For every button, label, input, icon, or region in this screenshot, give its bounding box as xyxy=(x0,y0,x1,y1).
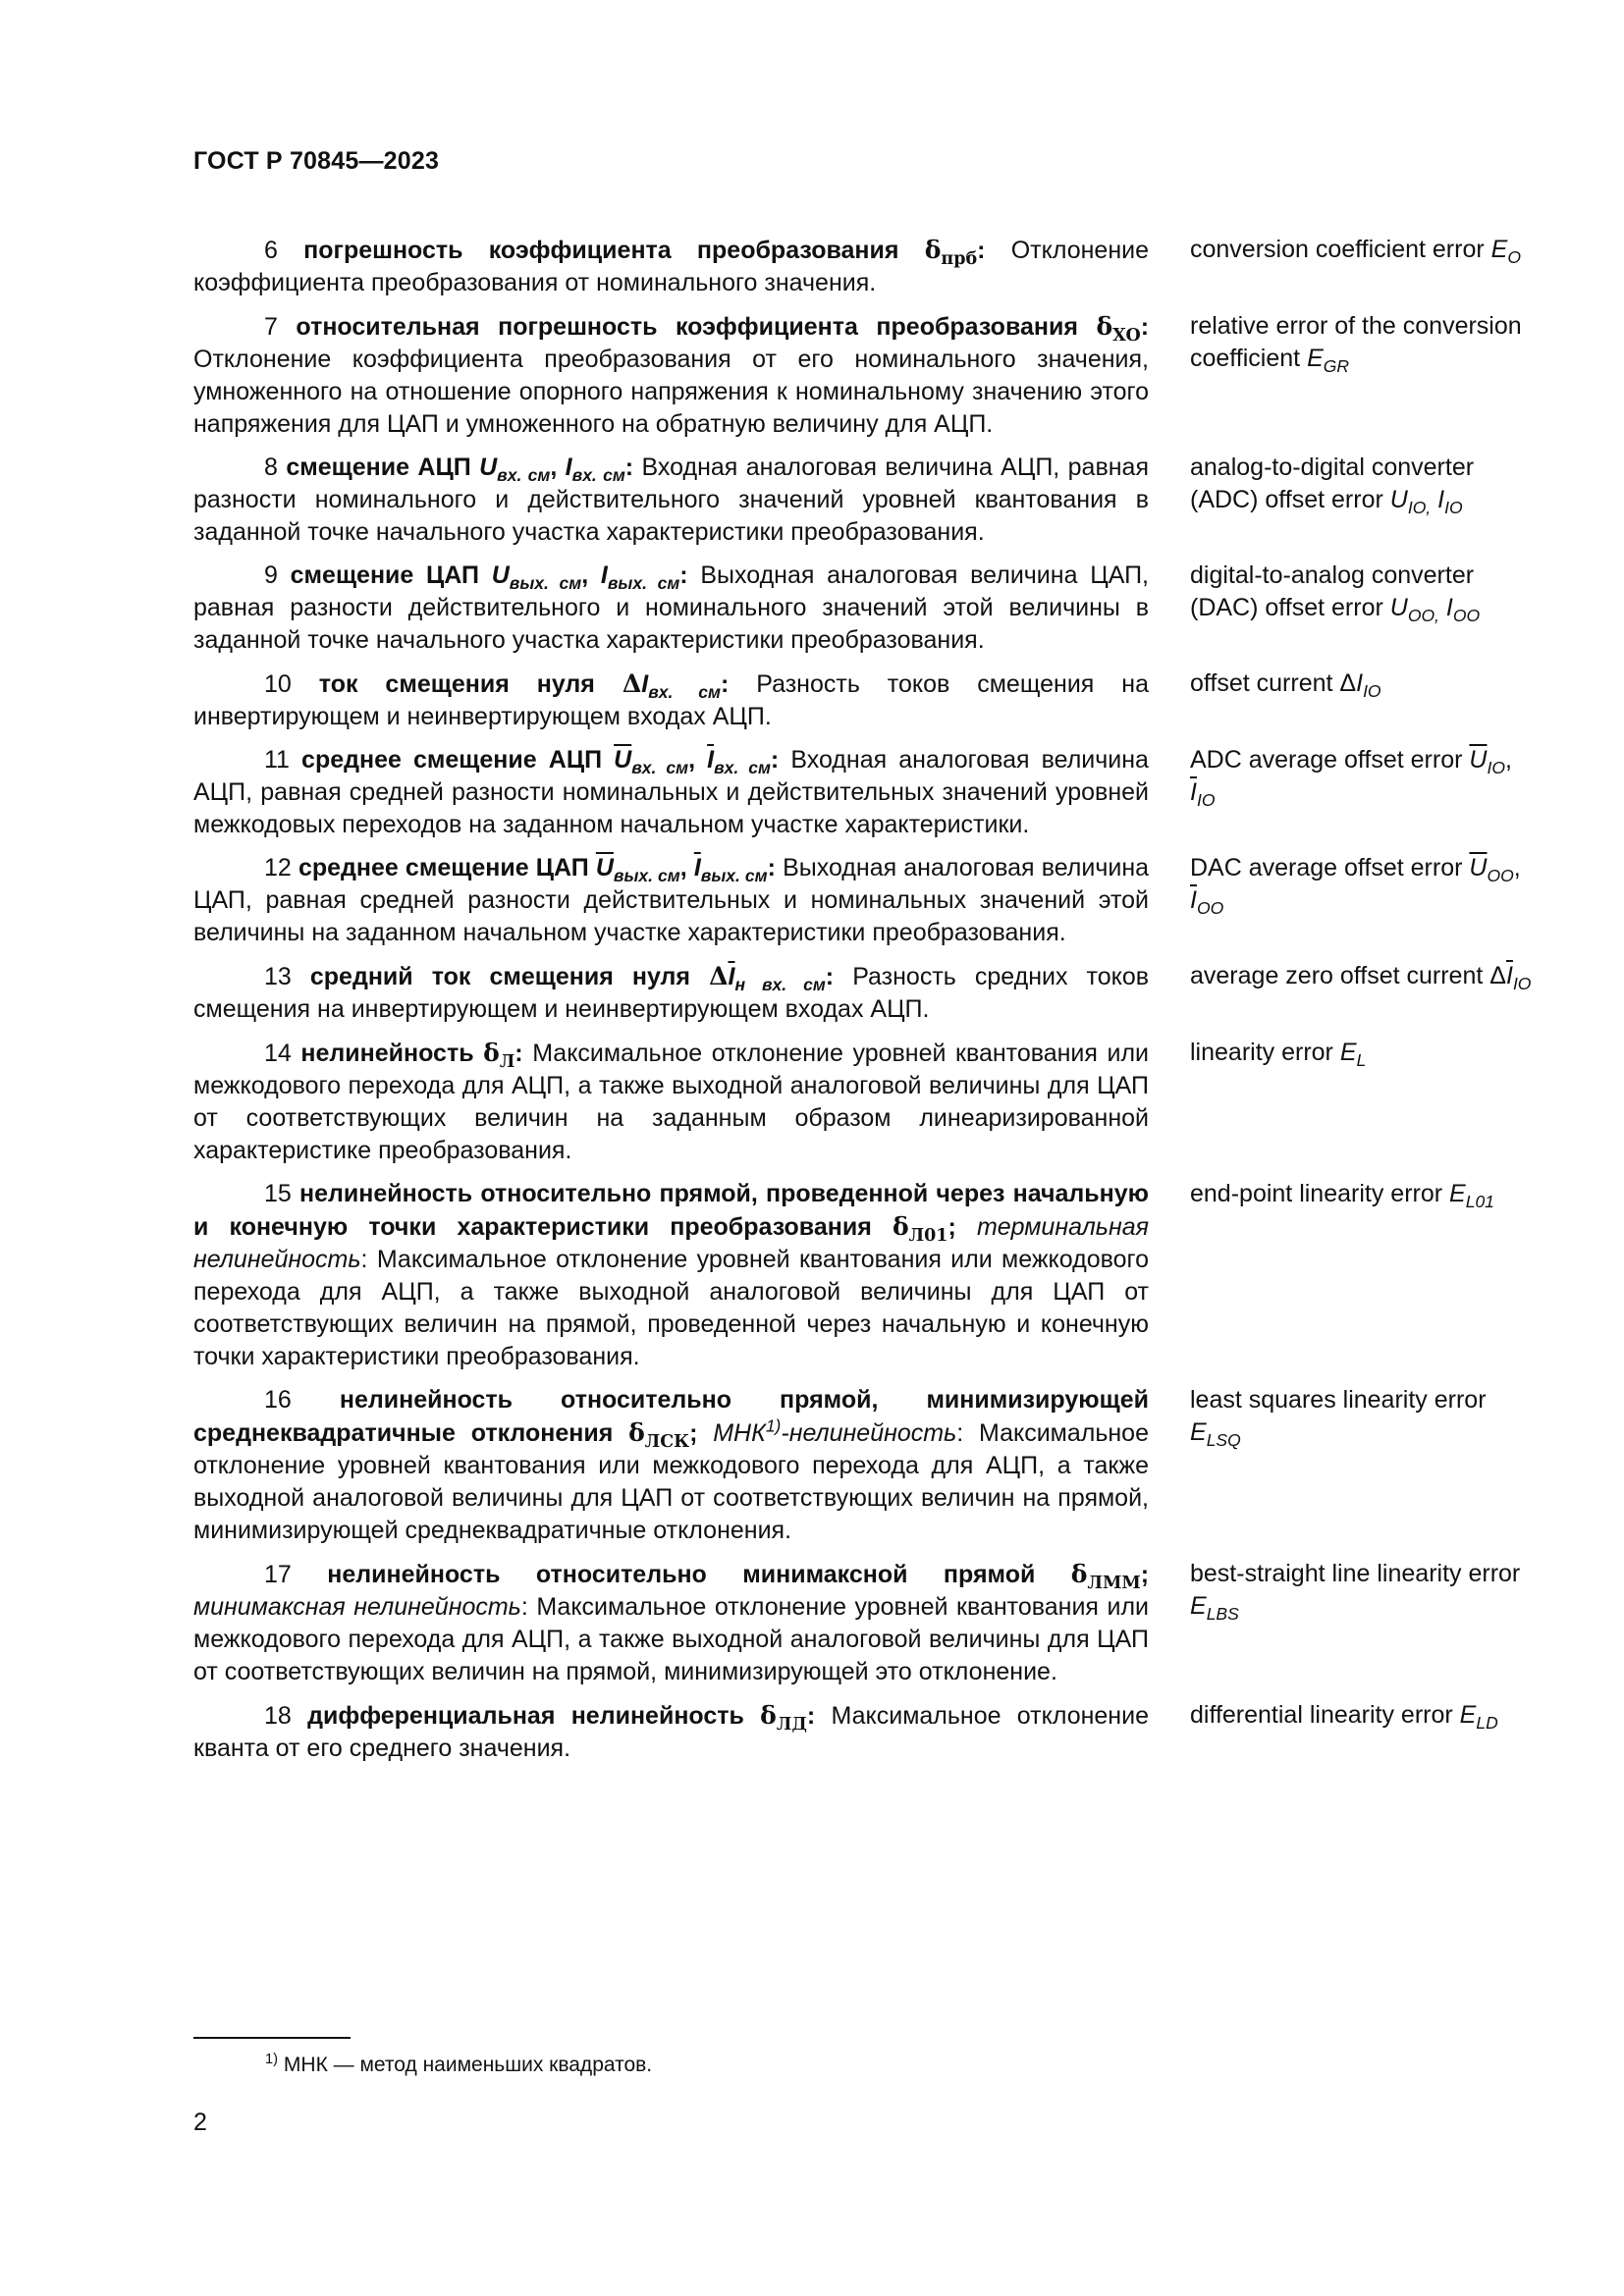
term-entry-16 xyxy=(193,1384,1539,1547)
term-symbol: $\delta_{Л01}$ xyxy=(892,1212,948,1247)
term-number: 17 xyxy=(264,1561,292,1588)
term-number: 11 xyxy=(264,746,290,774)
definition-text: Выходная аналоговая величина ЦАП, равная средней разности действительных и номинальных значений этой величины на заданном начальном участке характеристики преобразования. xyxy=(193,854,1150,946)
term-definition: 11 среднее смещение АЦП $\overline{U}_{вх. см}$, $\overline{I}_{вх. см}$: Входная аналоговая величина АЦП, равная средней разности номинальных и действительных значений уровней межкодовых переходов на заданном начальном участке характеристики. xyxy=(193,746,1149,838)
page-number: 2 xyxy=(193,2109,207,2136)
definition-text: Максимальное отклонение кванта от его среднего значения. xyxy=(193,1702,1149,1762)
term-symbol: $\delta_{ЛММ}$ xyxy=(1070,1560,1141,1594)
term-name: среднее смещение АЦП xyxy=(301,746,603,774)
term-number: 18 xyxy=(264,1702,292,1730)
term-number: 10 xyxy=(264,670,292,698)
term-number: 13 xyxy=(264,963,292,990)
term-symbol: $\delta_{прб}$ xyxy=(924,236,978,270)
term-entry-6 xyxy=(193,234,1539,299)
definition-text: Отклонение коэффициента преобразования от его номинального значения, умноженного на отношение опорного напряжения к номинальному значению этого напряжения для ЦАП и умноженного на обратную величину для АЦП. xyxy=(193,346,1149,438)
term-symbol: $\delta_{ЛСК}$ xyxy=(628,1418,690,1453)
term-symbol: $I_{вх. см}$ xyxy=(565,454,625,486)
english-equivalent: offset current $\Delta I_{IO}$ xyxy=(1190,669,1381,702)
term-symbol: $U_{вых. см}$ xyxy=(491,561,582,594)
term-name: ток смещения нуля xyxy=(318,670,595,698)
term-entry-15 xyxy=(193,1178,1539,1373)
english-equivalent: analog-to-digital converter (ADC) offset error $U_{IO,}$ $I_{IO}$ xyxy=(1190,454,1475,518)
term-definition: 8 смещение АЦП $U_{вх. см}$, $I_{вх. см}$: Входная аналоговая величина АЦП, равная разности номинального и действительного значений уровней квантования в заданной точке начального участка характеристики преобразования. xyxy=(193,454,1149,546)
term-name: погрешность коэффициента преобразования xyxy=(303,237,899,264)
term-entry-13 xyxy=(193,960,1539,1026)
english-equivalent: digital-to-analog converter (DAC) offset error $U_{OO,}$ $I_{OO}$ xyxy=(1190,561,1481,626)
english-equivalent: linearity error $E_L$ xyxy=(1190,1039,1367,1071)
term-definition: 6 погрешность коэффициента преобразования $\delta_{прб}$: Отклонение коэффициента преобразования от номинального значения. xyxy=(193,236,1149,296)
term-definition: 7 относительная погрешность коэффициента преобразования $\delta_{XO}$: Отклонение коэффициента преобразования от его номинального значения, умноженного на отношение опорного напряжения к номинальному значению этого напряжения для ЦАП и умноженного на обратную величину для АЦП. xyxy=(193,312,1150,438)
term-name: дифференциальная нелинейность xyxy=(307,1702,744,1730)
term-name: смещение АЦП xyxy=(286,454,471,481)
term-definition: 15 нелинейность относительно прямой, проведенной через начальную и конечную точки характеристики преобразования $\delta_{Л01}$; терминальная нелинейность: Максимальное отклонение уровней квантования или межкодового перехода для АЦП, а также выходной аналоговой величины для ЦАП от соответствующих величин на прямой, проведенной через начальную и конечную точки характеристики преобразования. xyxy=(193,1180,1149,1370)
term-symbol: $I_{вых. см}$ xyxy=(600,561,680,594)
footnote-text: МНК — метод наименьших квадратов. xyxy=(283,2054,653,2076)
english-equivalent: relative error of the conversion coefficient $E_{GR}$ xyxy=(1190,312,1522,377)
term-entry-12 xyxy=(193,852,1539,949)
english-equivalent: end-point linearity error $E_{L01}$ xyxy=(1190,1180,1494,1212)
term-name: нелинейность относительно минимаксной прямой xyxy=(327,1561,1036,1588)
term-number: 8 xyxy=(264,454,278,481)
term-name: нелинейность относительно прямой, проведенной через начальную и конечную точки характеристики преобразования xyxy=(193,1180,1149,1241)
english-equivalent: average zero offset current $\Delta\overline{I}_{IO}$ xyxy=(1190,962,1532,994)
term-entry-17 xyxy=(193,1558,1539,1688)
synonym-term: МНК$^{1)}$-нелинейность xyxy=(713,1415,957,1447)
term-entry-10 xyxy=(193,667,1539,733)
term-definition: 17 нелинейность относительно минимаксной прямой $\delta_{ЛММ}$; минимаксная нелинейность: Максимальное отклонение уровней квантования или межкодового перехода для АЦП, а также выходной аналоговой величины для ЦАП от соответствующих величин на прямой, минимизирующей это отклонение. xyxy=(193,1560,1150,1685)
term-symbol: $\overline{I}_{вых. см}$ xyxy=(693,854,768,886)
term-name: среднее смещение ЦАП xyxy=(298,854,589,881)
footnote-mark: 1) xyxy=(265,2051,279,2067)
definition-text: Максимальное отклонение уровней квантования или межкодового перехода для АЦП, а также выходной аналоговой величины для ЦАП от соответствующих величин на прямой, проведенной через начальную и конечную точки характеристики преобразования. xyxy=(193,1246,1149,1370)
definition-text: Разность средних токов смещения на инвертирующем и неинвертирующем входах АЦП. xyxy=(193,963,1150,1023)
english-equivalent: differential linearity error $E_{LD}$ xyxy=(1190,1701,1498,1734)
definition-text: Максимальное отклонение уровней квантования или межкодового перехода для АЦП, а также выходной аналоговой величины для ЦАП от соответствующих величин на прямой, минимизирующей среднеквадратичные отклонения. xyxy=(193,1419,1149,1544)
term-number: 6 xyxy=(264,237,278,264)
term-number: 14 xyxy=(264,1040,292,1067)
term-symbol: $\overline{I}_{вх. см}$ xyxy=(707,746,771,778)
term-symbol: $\delta_Л$ xyxy=(483,1039,515,1073)
footnote xyxy=(265,2052,652,2079)
term-entry-8 xyxy=(193,452,1539,549)
synonym-term: терминальная нелинейность xyxy=(193,1213,1149,1273)
footnote-reference[interactable]: 1) xyxy=(765,1415,782,1436)
term-entry-14 xyxy=(193,1037,1539,1167)
term-name: относительная погрешность коэффициента преобразования xyxy=(296,313,1078,341)
footnote-separator xyxy=(193,2037,351,2039)
term-symbol: $\delta_{XO}$ xyxy=(1096,312,1141,347)
term-number: 16 xyxy=(264,1386,292,1414)
term-name: нелинейность относительно прямой, минимизирующей среднеквадратичные отклонения xyxy=(193,1386,1149,1447)
term-definition: 16 нелинейность относительно прямой, минимизирующей среднеквадратичные отклонения $\delta_{ЛСК}$; МНК$^{1)}$-нелинейность: Максимальное отклонение уровней квантования или межкодового перехода для АЦП, а также выходной аналоговой величины для ЦАП от соответствующих величин на прямой, минимизирующей среднеквадратичные отклонения. xyxy=(193,1386,1149,1544)
term-entry-9 xyxy=(193,560,1539,657)
term-symbol: $\overline{U}_{вых. см}$ xyxy=(595,854,680,886)
definition-text: Разность токов смещения на инвертирующем и неинвертирующем входах АЦП. xyxy=(193,670,1149,730)
term-symbol: $\delta_{ЛД}$ xyxy=(760,1701,807,1735)
term-entry-18 xyxy=(193,1699,1539,1765)
english-equivalent: conversion coefficient error $E_O$ xyxy=(1190,236,1521,268)
definition-text: Входная аналоговая величина АЦП, равная разности номинального и действительного значений уровней квантования в заданной точке начального участка характеристики преобразования. xyxy=(193,454,1149,546)
term-name: нелинейность xyxy=(300,1040,474,1067)
term-number: 9 xyxy=(264,561,278,589)
term-number: 7 xyxy=(264,313,278,341)
english-equivalent: best-straight line linearity error $E_{LBS}$ xyxy=(1190,1560,1521,1625)
definition-text: Входная аналоговая величина АЦП, равная средней разности номинальных и действительных значений уровней межкодовых переходов на заданном начальном участке характеристики. xyxy=(193,746,1149,838)
term-name: средний ток смещения нуля xyxy=(309,963,691,990)
term-definition: 18 дифференциальная нелинейность $\delta_{ЛД}$: Максимальное отклонение кванта от его среднего значения. xyxy=(193,1701,1149,1762)
term-definition: 12 среднее смещение ЦАП $\overline{U}_{вых. см}$, $\overline{I}_{вых. см}$: Выходная аналоговая величина ЦАП, равная средней разности действительных и номинальных значений этой величины на заданном начальном участке характеристики преобразования. xyxy=(193,854,1150,946)
term-symbol: $U_{вх. см}$ xyxy=(479,454,551,486)
term-entry-11 xyxy=(193,744,1539,841)
term-entry-7 xyxy=(193,310,1539,441)
term-definition: 13 средний ток смещения нуля $\Delta\overline{I}_{н вх. см}$: Разность средних токов смещения на инвертирующем и неинвертирующем входах АЦП. xyxy=(193,962,1150,1023)
definition-text: Отклонение коэффициента преобразования от номинального значения. xyxy=(193,237,1149,296)
term-number: 12 xyxy=(264,854,292,881)
term-name: смещение ЦАП xyxy=(290,561,479,589)
english-equivalent: least squares linearity error $E_{LSQ}$ xyxy=(1190,1386,1487,1451)
term-definition: 14 нелинейность $\delta_Л$: Максимальное отклонение уровней квантования или межкодового перехода для АЦП, а также выходной аналоговой величины для ЦАП от соответствующих величин на заданным образом линеаризированной характеристике преобразования. xyxy=(193,1039,1150,1164)
definition-text: Выходная аналоговая величина ЦАП, равная разности действительного и номинального значений этой величины в заданной точке начального участка характеристики преобразования. xyxy=(193,561,1150,654)
english-equivalent: DAC average offset error $\overline{U}_{OO}$, $\overline{I}_{OO}$ xyxy=(1190,854,1521,919)
english-equivalent: ADC average offset error $\overline{U}_{IO}$, $\overline{I}_{IO}$ xyxy=(1190,746,1512,811)
definition-text: Максимальное отклонение уровней квантования или межкодового перехода для АЦП, а также выходной аналоговой величины для ЦАП от соответствующих величин на заданным образом линеаризированной характеристике преобразования. xyxy=(193,1040,1150,1164)
definition-text: Максимальное отклонение уровней квантования или межкодового перехода для АЦП, а также выходной аналоговой величины для ЦАП от соответствующих величин на прямой, минимизирующей это отклонение. xyxy=(193,1593,1149,1685)
synonym-term: минимаксная нелинейность xyxy=(193,1593,521,1621)
term-number: 15 xyxy=(264,1180,292,1207)
terms-list xyxy=(193,234,1539,1776)
document-header: ГОСТ Р 70845—2023 xyxy=(193,147,440,175)
term-symbol: $I_{вх. см}$ xyxy=(641,670,721,703)
term-definition: 9 смещение ЦАП $U_{вых. см}$, $I_{вых. см}$: Выходная аналоговая величина ЦАП, равная разности действительного и номинального значений этой величины в заданной точке начального участка характеристики преобразования. xyxy=(193,561,1150,654)
term-definition: 10 ток смещения нуля $\Delta I_{вх. см}$: Разность токов смещения на инвертирующем и неинвертирующем входах АЦП. xyxy=(193,669,1149,730)
term-symbol: $\overline{I}_{н вх. см}$ xyxy=(728,963,826,995)
term-symbol: $\overline{U}_{вх. см}$ xyxy=(614,746,689,778)
